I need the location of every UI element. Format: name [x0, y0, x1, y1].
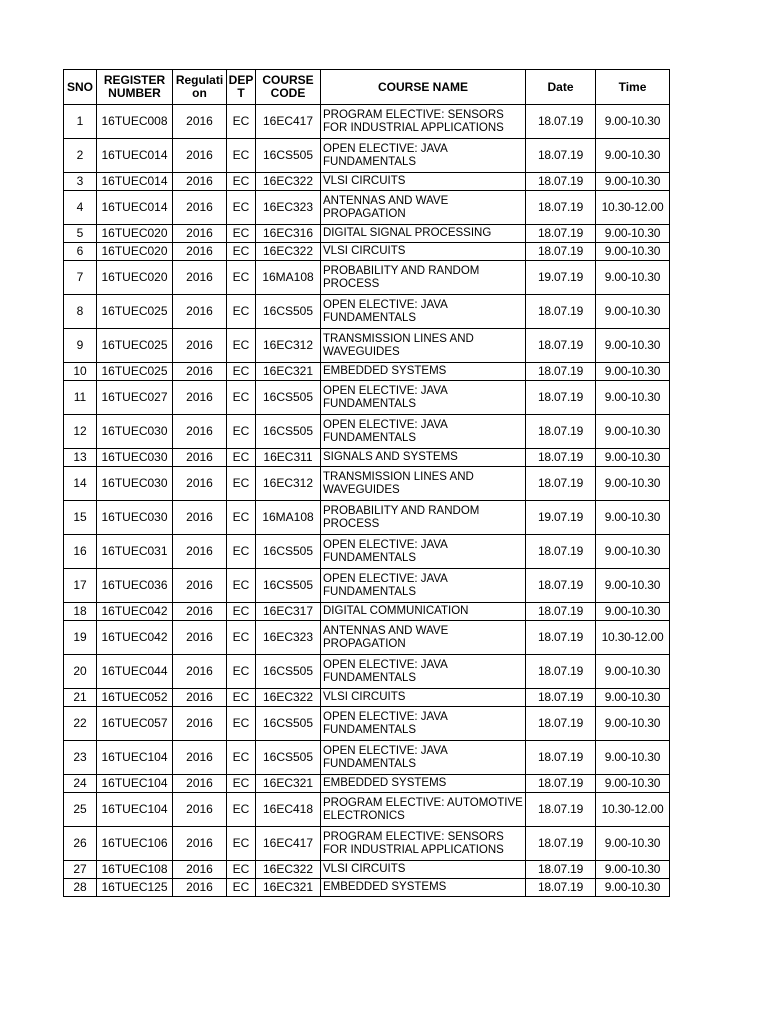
table-row — [64, 105, 670, 139]
header-dept: DEP T — [227, 70, 256, 105]
cell-time: 9.00-10.30 — [596, 707, 670, 741]
table-row — [64, 191, 670, 225]
cell-dept: EC — [227, 741, 256, 775]
cell-course-name: VLSI CIRCUITS — [321, 689, 526, 707]
cell-regulation: 2016 — [173, 295, 227, 329]
cell-register-number: 16TUEC057 — [97, 707, 173, 741]
cell-regulation: 2016 — [173, 467, 227, 501]
cell-regulation: 2016 — [173, 689, 227, 707]
cell-regulation: 2016 — [173, 501, 227, 535]
cell-course-name: EMBEDDED SYSTEMS — [321, 775, 526, 793]
table-row — [64, 363, 670, 381]
cell-sno: 23 — [64, 741, 97, 775]
cell-course-code: 16EC316 — [256, 225, 321, 243]
table-row — [64, 603, 670, 621]
cell-sno: 24 — [64, 775, 97, 793]
cell-time: 9.00-10.30 — [596, 535, 670, 569]
cell-course-code: 16CS505 — [256, 707, 321, 741]
cell-date: 18.07.19 — [526, 621, 596, 655]
cell-date: 18.07.19 — [526, 861, 596, 879]
cell-course-name: DIGITAL SIGNAL PROCESSING — [321, 225, 526, 243]
cell-date: 18.07.19 — [526, 225, 596, 243]
cell-sno: 5 — [64, 225, 97, 243]
header-sno: SNO — [64, 70, 97, 105]
header-course-code: COURSE CODE — [256, 70, 321, 105]
cell-course-code: 16CS505 — [256, 381, 321, 415]
cell-regulation: 2016 — [173, 415, 227, 449]
cell-course-code: 16EC418 — [256, 793, 321, 827]
cell-regulation: 2016 — [173, 105, 227, 139]
table-row — [64, 621, 670, 655]
cell-time: 9.00-10.30 — [596, 879, 670, 897]
cell-dept: EC — [227, 655, 256, 689]
cell-course-code: 16EC321 — [256, 775, 321, 793]
cell-sno: 10 — [64, 363, 97, 381]
cell-sno: 13 — [64, 449, 97, 467]
table-body — [64, 105, 670, 897]
cell-time: 10.30-12.00 — [596, 191, 670, 225]
cell-time: 9.00-10.30 — [596, 243, 670, 261]
cell-date: 18.07.19 — [526, 707, 596, 741]
cell-time: 9.00-10.30 — [596, 655, 670, 689]
cell-register-number: 16TUEC030 — [97, 415, 173, 449]
cell-date: 18.07.19 — [526, 793, 596, 827]
cell-regulation: 2016 — [173, 741, 227, 775]
cell-register-number: 16TUEC042 — [97, 603, 173, 621]
cell-dept: EC — [227, 603, 256, 621]
cell-course-name: PROBABILITY AND RANDOM PROCESS — [321, 261, 526, 295]
cell-register-number: 16TUEC020 — [97, 225, 173, 243]
cell-dept: EC — [227, 415, 256, 449]
table-row — [64, 261, 670, 295]
cell-sno: 21 — [64, 689, 97, 707]
cell-course-name: EMBEDDED SYSTEMS — [321, 363, 526, 381]
cell-course-name: OPEN ELECTIVE: JAVA FUNDAMENTALS — [321, 655, 526, 689]
cell-regulation: 2016 — [173, 261, 227, 295]
cell-regulation: 2016 — [173, 827, 227, 861]
cell-sno: 8 — [64, 295, 97, 329]
table-row — [64, 295, 670, 329]
cell-course-code: 16EC312 — [256, 467, 321, 501]
cell-regulation: 2016 — [173, 329, 227, 363]
cell-date: 18.07.19 — [526, 105, 596, 139]
cell-date: 18.07.19 — [526, 655, 596, 689]
cell-date: 18.07.19 — [526, 381, 596, 415]
cell-regulation: 2016 — [173, 775, 227, 793]
cell-course-code: 16EC311 — [256, 449, 321, 467]
cell-course-name: PROGRAM ELECTIVE: SENSORS FOR INDUSTRIAL APPLICATIONS — [321, 105, 526, 139]
table-row — [64, 793, 670, 827]
cell-register-number: 16TUEC106 — [97, 827, 173, 861]
cell-date: 18.07.19 — [526, 329, 596, 363]
cell-register-number: 16TUEC044 — [97, 655, 173, 689]
cell-date: 18.07.19 — [526, 603, 596, 621]
cell-regulation: 2016 — [173, 363, 227, 381]
cell-regulation: 2016 — [173, 861, 227, 879]
table-row — [64, 689, 670, 707]
cell-dept: EC — [227, 535, 256, 569]
cell-time: 9.00-10.30 — [596, 105, 670, 139]
cell-dept: EC — [227, 381, 256, 415]
cell-register-number: 16TUEC025 — [97, 295, 173, 329]
cell-sno: 2 — [64, 139, 97, 173]
cell-course-name: OPEN ELECTIVE: JAVA FUNDAMENTALS — [321, 707, 526, 741]
cell-sno: 19 — [64, 621, 97, 655]
cell-course-code: 16EC322 — [256, 243, 321, 261]
cell-course-code: 16EC317 — [256, 603, 321, 621]
cell-register-number: 16TUEC125 — [97, 879, 173, 897]
cell-regulation: 2016 — [173, 569, 227, 603]
cell-time: 9.00-10.30 — [596, 173, 670, 191]
cell-sno: 27 — [64, 861, 97, 879]
cell-register-number: 16TUEC104 — [97, 775, 173, 793]
cell-date: 18.07.19 — [526, 295, 596, 329]
cell-course-name: VLSI CIRCUITS — [321, 243, 526, 261]
cell-course-name: DIGITAL COMMUNICATION — [321, 603, 526, 621]
header-row — [64, 70, 670, 105]
cell-sno: 16 — [64, 535, 97, 569]
cell-register-number: 16TUEC014 — [97, 173, 173, 191]
cell-time: 9.00-10.30 — [596, 363, 670, 381]
cell-register-number: 16TUEC031 — [97, 535, 173, 569]
cell-dept: EC — [227, 689, 256, 707]
cell-course-name: OPEN ELECTIVE: JAVA FUNDAMENTALS — [321, 139, 526, 173]
cell-date: 18.07.19 — [526, 191, 596, 225]
cell-dept: EC — [227, 449, 256, 467]
cell-regulation: 2016 — [173, 793, 227, 827]
cell-regulation: 2016 — [173, 139, 227, 173]
cell-date: 18.07.19 — [526, 775, 596, 793]
cell-sno: 22 — [64, 707, 97, 741]
cell-course-code: 16CS505 — [256, 569, 321, 603]
cell-sno: 20 — [64, 655, 97, 689]
cell-dept: EC — [227, 261, 256, 295]
cell-sno: 28 — [64, 879, 97, 897]
table-row — [64, 467, 670, 501]
cell-time: 9.00-10.30 — [596, 415, 670, 449]
table-row — [64, 173, 670, 191]
cell-time: 9.00-10.30 — [596, 775, 670, 793]
cell-sno: 26 — [64, 827, 97, 861]
table-row — [64, 535, 670, 569]
cell-register-number: 16TUEC030 — [97, 501, 173, 535]
cell-course-name: VLSI CIRCUITS — [321, 861, 526, 879]
cell-register-number: 16TUEC104 — [97, 741, 173, 775]
table-row — [64, 415, 670, 449]
cell-course-code: 16CS505 — [256, 139, 321, 173]
cell-time: 9.00-10.30 — [596, 467, 670, 501]
cell-dept: EC — [227, 879, 256, 897]
cell-course-name: SIGNALS AND SYSTEMS — [321, 449, 526, 467]
header-course-name: COURSE NAME — [321, 70, 526, 105]
cell-sno: 12 — [64, 415, 97, 449]
cell-register-number: 16TUEC030 — [97, 449, 173, 467]
cell-dept: EC — [227, 191, 256, 225]
cell-course-code: 16EC321 — [256, 363, 321, 381]
cell-time: 9.00-10.30 — [596, 861, 670, 879]
cell-regulation: 2016 — [173, 535, 227, 569]
cell-course-code: 16EC323 — [256, 621, 321, 655]
cell-dept: EC — [227, 501, 256, 535]
cell-register-number: 16TUEC008 — [97, 105, 173, 139]
cell-time: 10.30-12.00 — [596, 621, 670, 655]
cell-time: 9.00-10.30 — [596, 689, 670, 707]
cell-date: 18.07.19 — [526, 449, 596, 467]
cell-time: 9.00-10.30 — [596, 501, 670, 535]
cell-course-code: 16EC417 — [256, 105, 321, 139]
cell-date: 18.07.19 — [526, 243, 596, 261]
cell-course-name: PROBABILITY AND RANDOM PROCESS — [321, 501, 526, 535]
cell-course-code: 16MA108 — [256, 261, 321, 295]
cell-sno: 15 — [64, 501, 97, 535]
cell-date: 18.07.19 — [526, 827, 596, 861]
cell-course-name: OPEN ELECTIVE: JAVA FUNDAMENTALS — [321, 295, 526, 329]
cell-regulation: 2016 — [173, 243, 227, 261]
cell-time: 9.00-10.30 — [596, 603, 670, 621]
cell-course-code: 16MA108 — [256, 501, 321, 535]
table-row — [64, 741, 670, 775]
cell-course-name: OPEN ELECTIVE: JAVA FUNDAMENTALS — [321, 741, 526, 775]
cell-register-number: 16TUEC020 — [97, 243, 173, 261]
cell-date: 18.07.19 — [526, 139, 596, 173]
cell-register-number: 16TUEC104 — [97, 793, 173, 827]
cell-course-name: OPEN ELECTIVE: JAVA FUNDAMENTALS — [321, 535, 526, 569]
cell-course-code: 16EC312 — [256, 329, 321, 363]
cell-course-name: EMBEDDED SYSTEMS — [321, 879, 526, 897]
cell-date: 19.07.19 — [526, 501, 596, 535]
cell-regulation: 2016 — [173, 879, 227, 897]
cell-register-number: 16TUEC014 — [97, 139, 173, 173]
cell-sno: 25 — [64, 793, 97, 827]
cell-date: 18.07.19 — [526, 879, 596, 897]
cell-register-number: 16TUEC025 — [97, 363, 173, 381]
cell-dept: EC — [227, 861, 256, 879]
cell-time: 9.00-10.30 — [596, 741, 670, 775]
cell-dept: EC — [227, 775, 256, 793]
cell-dept: EC — [227, 569, 256, 603]
cell-course-code: 16CS505 — [256, 415, 321, 449]
table-row — [64, 449, 670, 467]
header-date: Date — [526, 70, 596, 105]
table-row — [64, 501, 670, 535]
cell-course-code: 16CS505 — [256, 655, 321, 689]
cell-register-number: 16TUEC108 — [97, 861, 173, 879]
cell-register-number: 16TUEC025 — [97, 329, 173, 363]
cell-sno: 9 — [64, 329, 97, 363]
table-row — [64, 569, 670, 603]
cell-time: 9.00-10.30 — [596, 827, 670, 861]
cell-dept: EC — [227, 827, 256, 861]
cell-course-code: 16CS505 — [256, 295, 321, 329]
cell-dept: EC — [227, 793, 256, 827]
cell-date: 18.07.19 — [526, 363, 596, 381]
table-row — [64, 225, 670, 243]
cell-course-name: VLSI CIRCUITS — [321, 173, 526, 191]
cell-course-name: OPEN ELECTIVE: JAVA FUNDAMENTALS — [321, 415, 526, 449]
cell-course-code: 16EC322 — [256, 173, 321, 191]
cell-course-name: OPEN ELECTIVE: JAVA FUNDAMENTALS — [321, 381, 526, 415]
cell-time: 9.00-10.30 — [596, 381, 670, 415]
cell-regulation: 2016 — [173, 381, 227, 415]
cell-course-name: TRANSMISSION LINES AND WAVEGUIDES — [321, 329, 526, 363]
cell-sno: 1 — [64, 105, 97, 139]
cell-course-name: PROGRAM ELECTIVE: SENSORS FOR INDUSTRIAL APPLICATIONS — [321, 827, 526, 861]
cell-sno: 18 — [64, 603, 97, 621]
cell-time: 9.00-10.30 — [596, 261, 670, 295]
cell-sno: 7 — [64, 261, 97, 295]
cell-regulation: 2016 — [173, 603, 227, 621]
cell-regulation: 2016 — [173, 707, 227, 741]
cell-course-code: 16EC322 — [256, 689, 321, 707]
cell-date: 18.07.19 — [526, 741, 596, 775]
cell-course-code: 16EC323 — [256, 191, 321, 225]
cell-sno: 3 — [64, 173, 97, 191]
table-row — [64, 861, 670, 879]
cell-regulation: 2016 — [173, 449, 227, 467]
cell-time: 9.00-10.30 — [596, 225, 670, 243]
cell-sno: 4 — [64, 191, 97, 225]
cell-date: 18.07.19 — [526, 535, 596, 569]
cell-course-code: 16EC321 — [256, 879, 321, 897]
cell-dept: EC — [227, 329, 256, 363]
header-register-number: REGISTER NUMBER — [97, 70, 173, 105]
cell-time: 9.00-10.30 — [596, 449, 670, 467]
cell-register-number: 16TUEC020 — [97, 261, 173, 295]
cell-course-name: OPEN ELECTIVE: JAVA FUNDAMENTALS — [321, 569, 526, 603]
cell-dept: EC — [227, 173, 256, 191]
cell-regulation: 2016 — [173, 173, 227, 191]
table-row — [64, 381, 670, 415]
cell-register-number: 16TUEC030 — [97, 467, 173, 501]
cell-register-number: 16TUEC036 — [97, 569, 173, 603]
header-regulation: Regulati on — [173, 70, 227, 105]
cell-sno: 6 — [64, 243, 97, 261]
cell-dept: EC — [227, 707, 256, 741]
cell-regulation: 2016 — [173, 225, 227, 243]
cell-course-name: ANTENNAS AND WAVE PROPAGATION — [321, 621, 526, 655]
cell-date: 18.07.19 — [526, 415, 596, 449]
table-row — [64, 707, 670, 741]
cell-dept: EC — [227, 363, 256, 381]
cell-sno: 14 — [64, 467, 97, 501]
cell-regulation: 2016 — [173, 191, 227, 225]
cell-dept: EC — [227, 243, 256, 261]
cell-dept: EC — [227, 105, 256, 139]
cell-dept: EC — [227, 467, 256, 501]
cell-date: 18.07.19 — [526, 569, 596, 603]
cell-sno: 11 — [64, 381, 97, 415]
cell-regulation: 2016 — [173, 621, 227, 655]
cell-date: 18.07.19 — [526, 689, 596, 707]
cell-register-number: 16TUEC042 — [97, 621, 173, 655]
cell-time: 9.00-10.30 — [596, 295, 670, 329]
cell-course-code: 16EC417 — [256, 827, 321, 861]
cell-course-code: 16EC322 — [256, 861, 321, 879]
cell-course-code: 16CS505 — [256, 741, 321, 775]
cell-register-number: 16TUEC014 — [97, 191, 173, 225]
cell-register-number: 16TUEC052 — [97, 689, 173, 707]
table-row — [64, 879, 670, 897]
table-row — [64, 329, 670, 363]
cell-dept: EC — [227, 621, 256, 655]
cell-date: 18.07.19 — [526, 173, 596, 191]
cell-time: 9.00-10.30 — [596, 329, 670, 363]
cell-register-number: 16TUEC027 — [97, 381, 173, 415]
cell-dept: EC — [227, 295, 256, 329]
cell-course-name: TRANSMISSION LINES AND WAVEGUIDES — [321, 467, 526, 501]
table-row — [64, 827, 670, 861]
table-row — [64, 775, 670, 793]
table-row — [64, 655, 670, 689]
cell-course-name: ANTENNAS AND WAVE PROPAGATION — [321, 191, 526, 225]
table-row — [64, 139, 670, 173]
table-row — [64, 243, 670, 261]
cell-time: 9.00-10.30 — [596, 139, 670, 173]
cell-course-code: 16CS505 — [256, 535, 321, 569]
header-time: Time — [596, 70, 670, 105]
cell-date: 18.07.19 — [526, 467, 596, 501]
cell-date: 19.07.19 — [526, 261, 596, 295]
cell-regulation: 2016 — [173, 655, 227, 689]
exam-schedule-table — [63, 69, 670, 897]
cell-time: 9.00-10.30 — [596, 569, 670, 603]
cell-dept: EC — [227, 225, 256, 243]
cell-dept: EC — [227, 139, 256, 173]
cell-sno: 17 — [64, 569, 97, 603]
cell-course-name: PROGRAM ELECTIVE: AUTOMOTIVE ELECTRONICS — [321, 793, 526, 827]
cell-time: 10.30-12.00 — [596, 793, 670, 827]
